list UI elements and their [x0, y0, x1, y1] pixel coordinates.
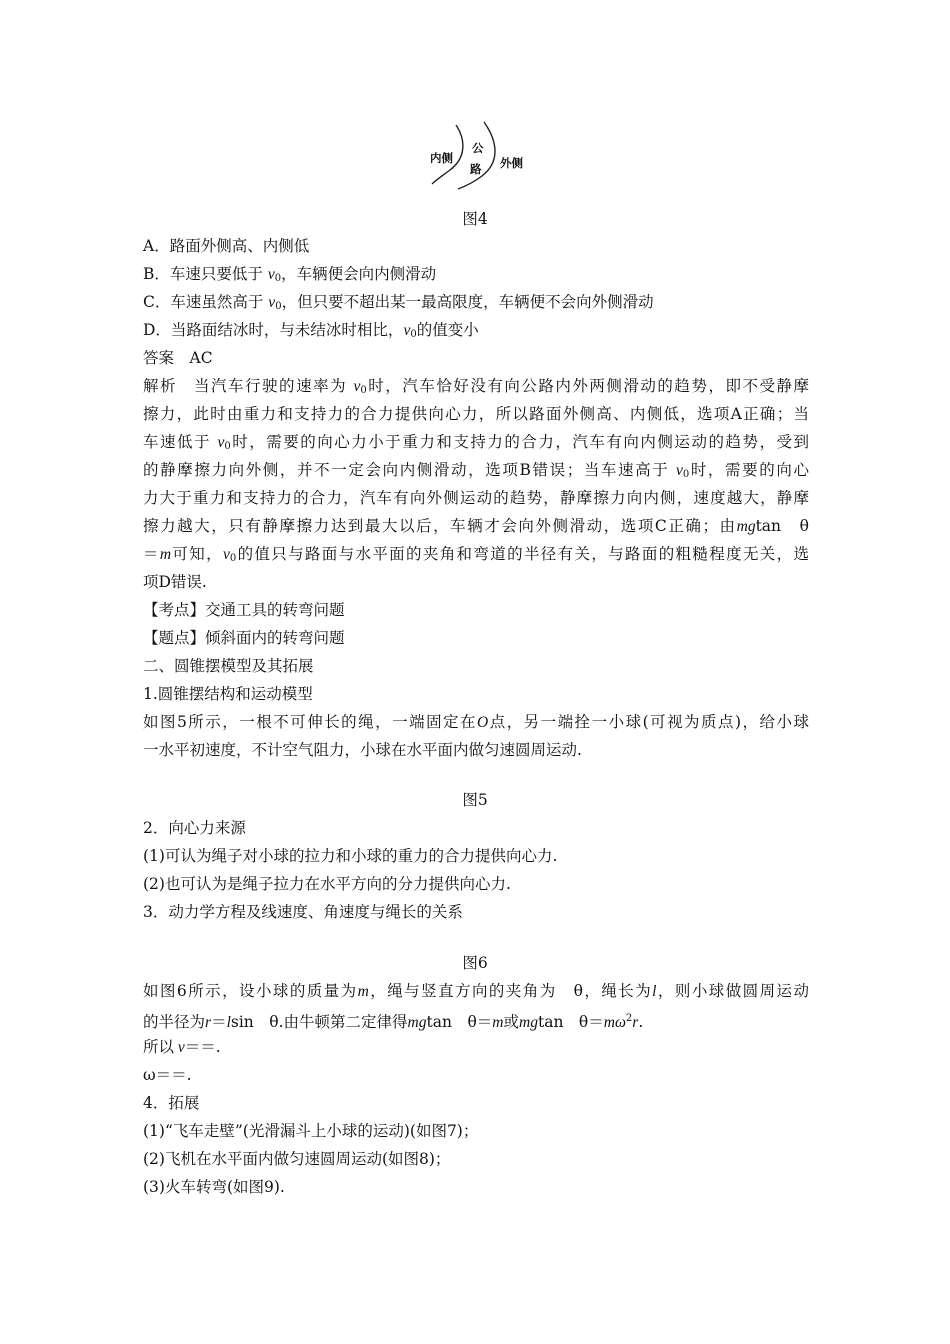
label-inner-side: 内侧 — [430, 151, 453, 165]
option-b: B．车速只要低于 $v_0$，车辆便会向内侧滑动 — [143, 265, 437, 284]
analysis-line-6: 擦力越大，只有静摩擦力达到最大以后，车辆才会向外侧滑动，选项C正确；由mgtan θ — [143, 517, 809, 535]
label-outer-side: 外侧 — [500, 156, 523, 170]
figure-4-caption: 图4 — [462, 210, 488, 228]
subsection-4-item-2: (2)飞机在水平面内做匀速圆周运动(如图8)； — [143, 1150, 451, 1168]
subsection-2-item-1: (1)可认为绳子对小球的拉力和小球的重力的合力提供向心力. — [143, 847, 558, 865]
section-2-title: 二、圆锥摆模型及其拓展 — [143, 657, 314, 675]
figure-6-para-line-2: 的半径为r＝lsin θ.由牛顿第二定律得mgtan θ＝m或mgtan $\theta=m\omega^2r$. — [143, 1013, 644, 1031]
subsection-1-title: 1.圆锥摆结构和运动模型 — [143, 685, 313, 703]
answer-label: 答案 — [143, 349, 175, 367]
analysis-line-5: 力大于重力和支持力的合力，汽车有向外侧运动的趋势，静摩擦力向内侧，速度越大，静摩 — [143, 489, 809, 507]
option-d: D．当路面结冰时，与未结冰时相比，$v_0$的值变小 — [143, 321, 479, 340]
option-a: A．路面外侧高、内侧低 — [143, 237, 310, 255]
subsection-4-item-3: (3)火车转弯(如图9). — [143, 1178, 285, 1196]
subsection-1-para-line-2: 一水平初速度，不计空气阻力，小球在水平面内做匀速圆周运动. — [143, 741, 582, 759]
angular-velocity-formula-line: ω＝＝. — [143, 1066, 192, 1084]
figure-5-caption: 图5 — [462, 791, 488, 809]
subsection-2-item-2: (2)也可认为是绳子拉力在水平方向的分力提供向心力. — [143, 875, 511, 893]
subsection-2-title: 2．向心力来源 — [143, 819, 246, 837]
subsection-3-title: 3．动力学方程及线速度、角速度与绳长的关系 — [143, 903, 463, 921]
analysis-line-2: 擦力，此时由重力和支持力的合力提供向心力，所以路面外侧高、内侧低，选项A正确；当 — [143, 405, 809, 423]
subsection-4-item-1: (1)“飞车走壁”(光滑漏斗上小球的运动)(如图7)； — [143, 1122, 479, 1140]
label-road-bottom: 路 — [470, 162, 482, 176]
figure-6-caption: 图6 — [462, 954, 488, 972]
option-c: C．车速虽然高于 $v_0$，但只要不超出某一最高限度，车辆便不会向外侧滑动 — [143, 293, 654, 312]
analysis-line-4: 的静摩擦力向外侧，并不一定会向内侧滑动，选项B错误；当车速高于 $v_0$时，需要的向心 — [143, 461, 809, 480]
subsection-4-title: 4．拓展 — [143, 1094, 200, 1112]
figure-4 — [420, 118, 540, 196]
kaodian-line: 【考点】交通工具的转弯问题 — [143, 601, 345, 619]
answer-line — [143, 348, 213, 368]
label-road-top: 公 — [472, 141, 484, 155]
answer-value: AC — [189, 349, 213, 367]
analysis-line-8: 项D错误. — [143, 573, 207, 591]
analysis-line-7: ＝m可知，$v_0$的值只与路面与水平面的夹角和弯道的半径有关，与路面的粗糙程度无关，选 — [143, 545, 809, 564]
analysis-line-1: 解析 当汽车行驶的速率为 $v_0$时，汽车恰好没有向公路内外两侧滑动的趋势，即不受静摩 — [143, 377, 809, 396]
figure-6-para-line-1: 如图6所示，设小球的质量为m，绳与竖直方向的夹角为 θ，绳长为l，则小球做圆周运动 — [143, 982, 809, 1000]
velocity-formula-line: 所以 v＝＝. — [143, 1038, 221, 1056]
analysis-line-3: 车速低于 $v_0$时，需要的向心力小于重力和支持力的合力，汽车有向内侧运动的趋势，受到 — [143, 433, 809, 452]
subsection-1-para-line-1: 如图5所示，一根不可伸长的绳，一端固定在O点，另一端拴一小球(可视为质点)，给小球 — [143, 713, 809, 731]
tidian-line: 【题点】倾斜面内的转弯问题 — [143, 629, 345, 647]
